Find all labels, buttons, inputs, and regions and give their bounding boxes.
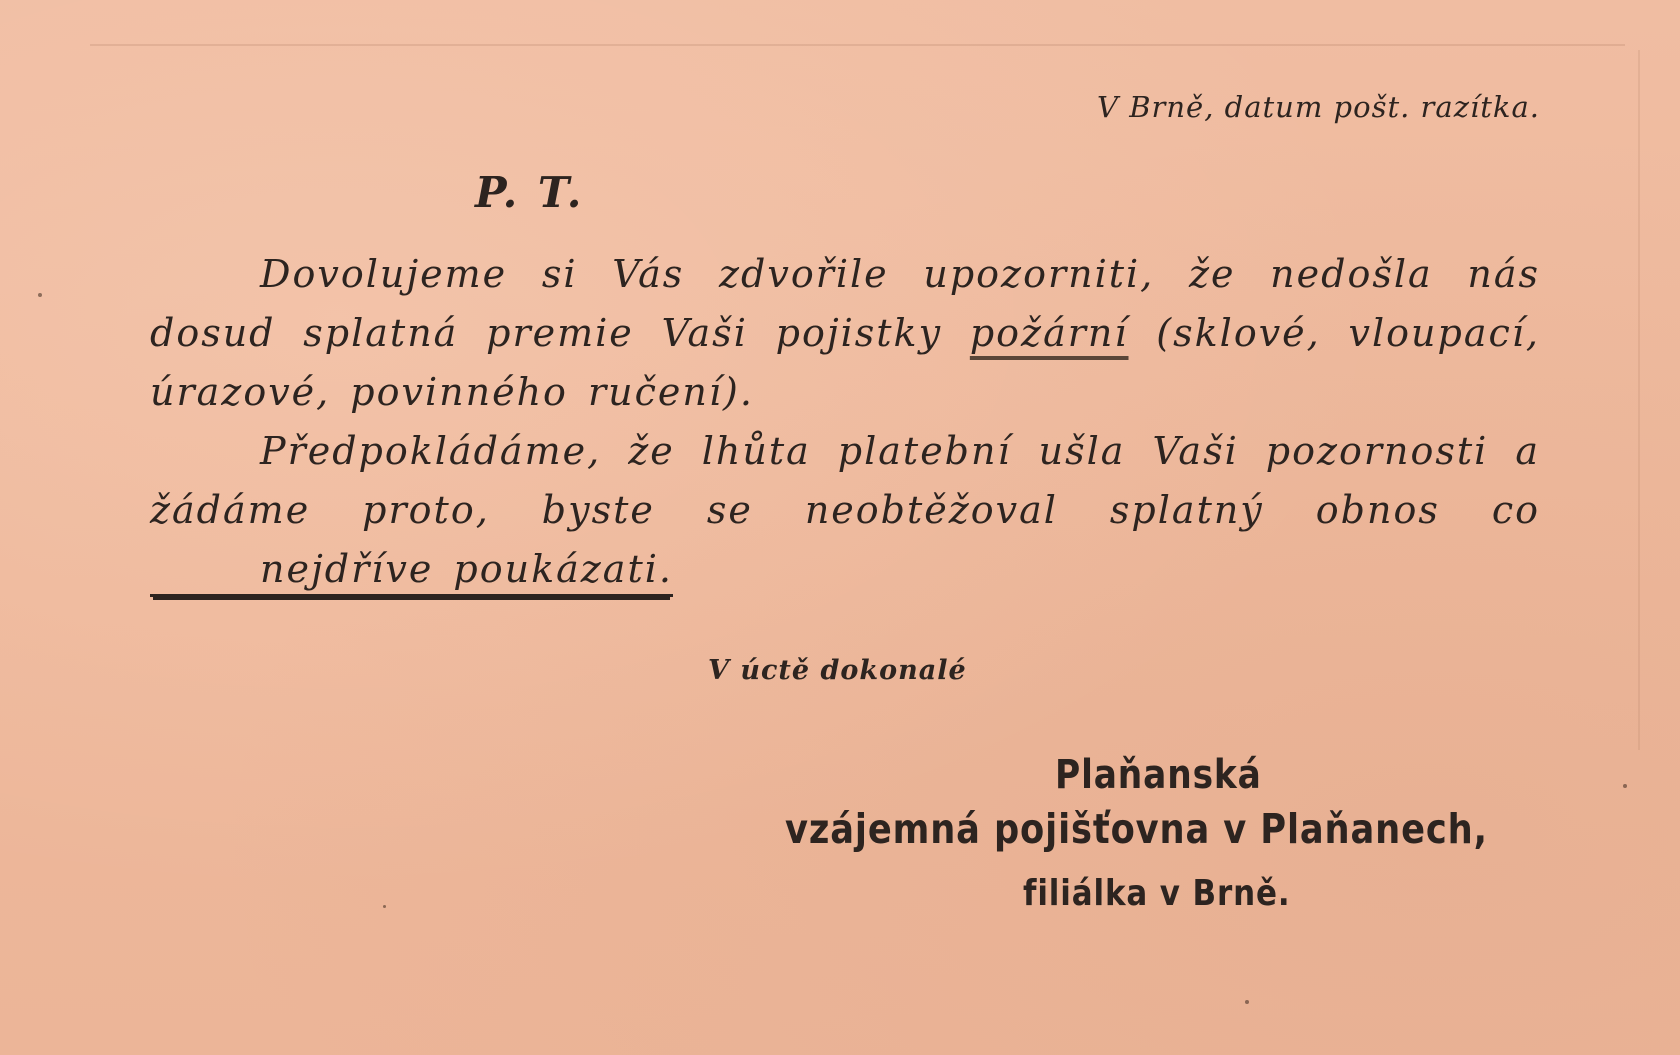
underlined-payment-request: nejdříve poukázati. xyxy=(150,546,673,597)
paragraph-premium-due-text: Dovolujeme si Vás zdvořile upozorniti, že nedošla nás dosud splatná premie Vaši pojistky xyxy=(150,252,1540,355)
paragraph-payment-request xyxy=(150,422,1540,599)
signature-company-name: Plaňanská xyxy=(1055,752,1262,798)
letter-body xyxy=(150,245,1540,599)
paper-speck xyxy=(38,293,42,297)
paper-fold-line xyxy=(90,44,1625,46)
paper-speck xyxy=(383,905,386,908)
salutation: P. T. xyxy=(475,168,585,217)
paper-speck xyxy=(1245,1000,1249,1004)
paragraph-premium-due-text-end: (sklové, vloupací, úrazové, povinného ručení). xyxy=(150,311,1540,414)
paper-speck xyxy=(1623,784,1627,788)
signature-company-type: vzájemná pojišťovna v Plaňanech, xyxy=(785,805,1488,853)
signature-branch: filiálka v Brně. xyxy=(1023,873,1291,914)
paper-edge-line xyxy=(1638,50,1640,750)
underlined-insurance-type: požární xyxy=(969,311,1129,355)
paragraph-premium-due xyxy=(150,245,1540,422)
paragraph-payment-request-text: Předpokládáme, že lhůta platební ušla Vaši pozornosti a žádáme proto, byste se neobtěžoval splatný obnos co xyxy=(150,429,1540,532)
dateline: V Brně, datum pošt. razítka. xyxy=(1097,90,1540,124)
closing-phrase: V úctě dokonalé xyxy=(708,655,967,686)
